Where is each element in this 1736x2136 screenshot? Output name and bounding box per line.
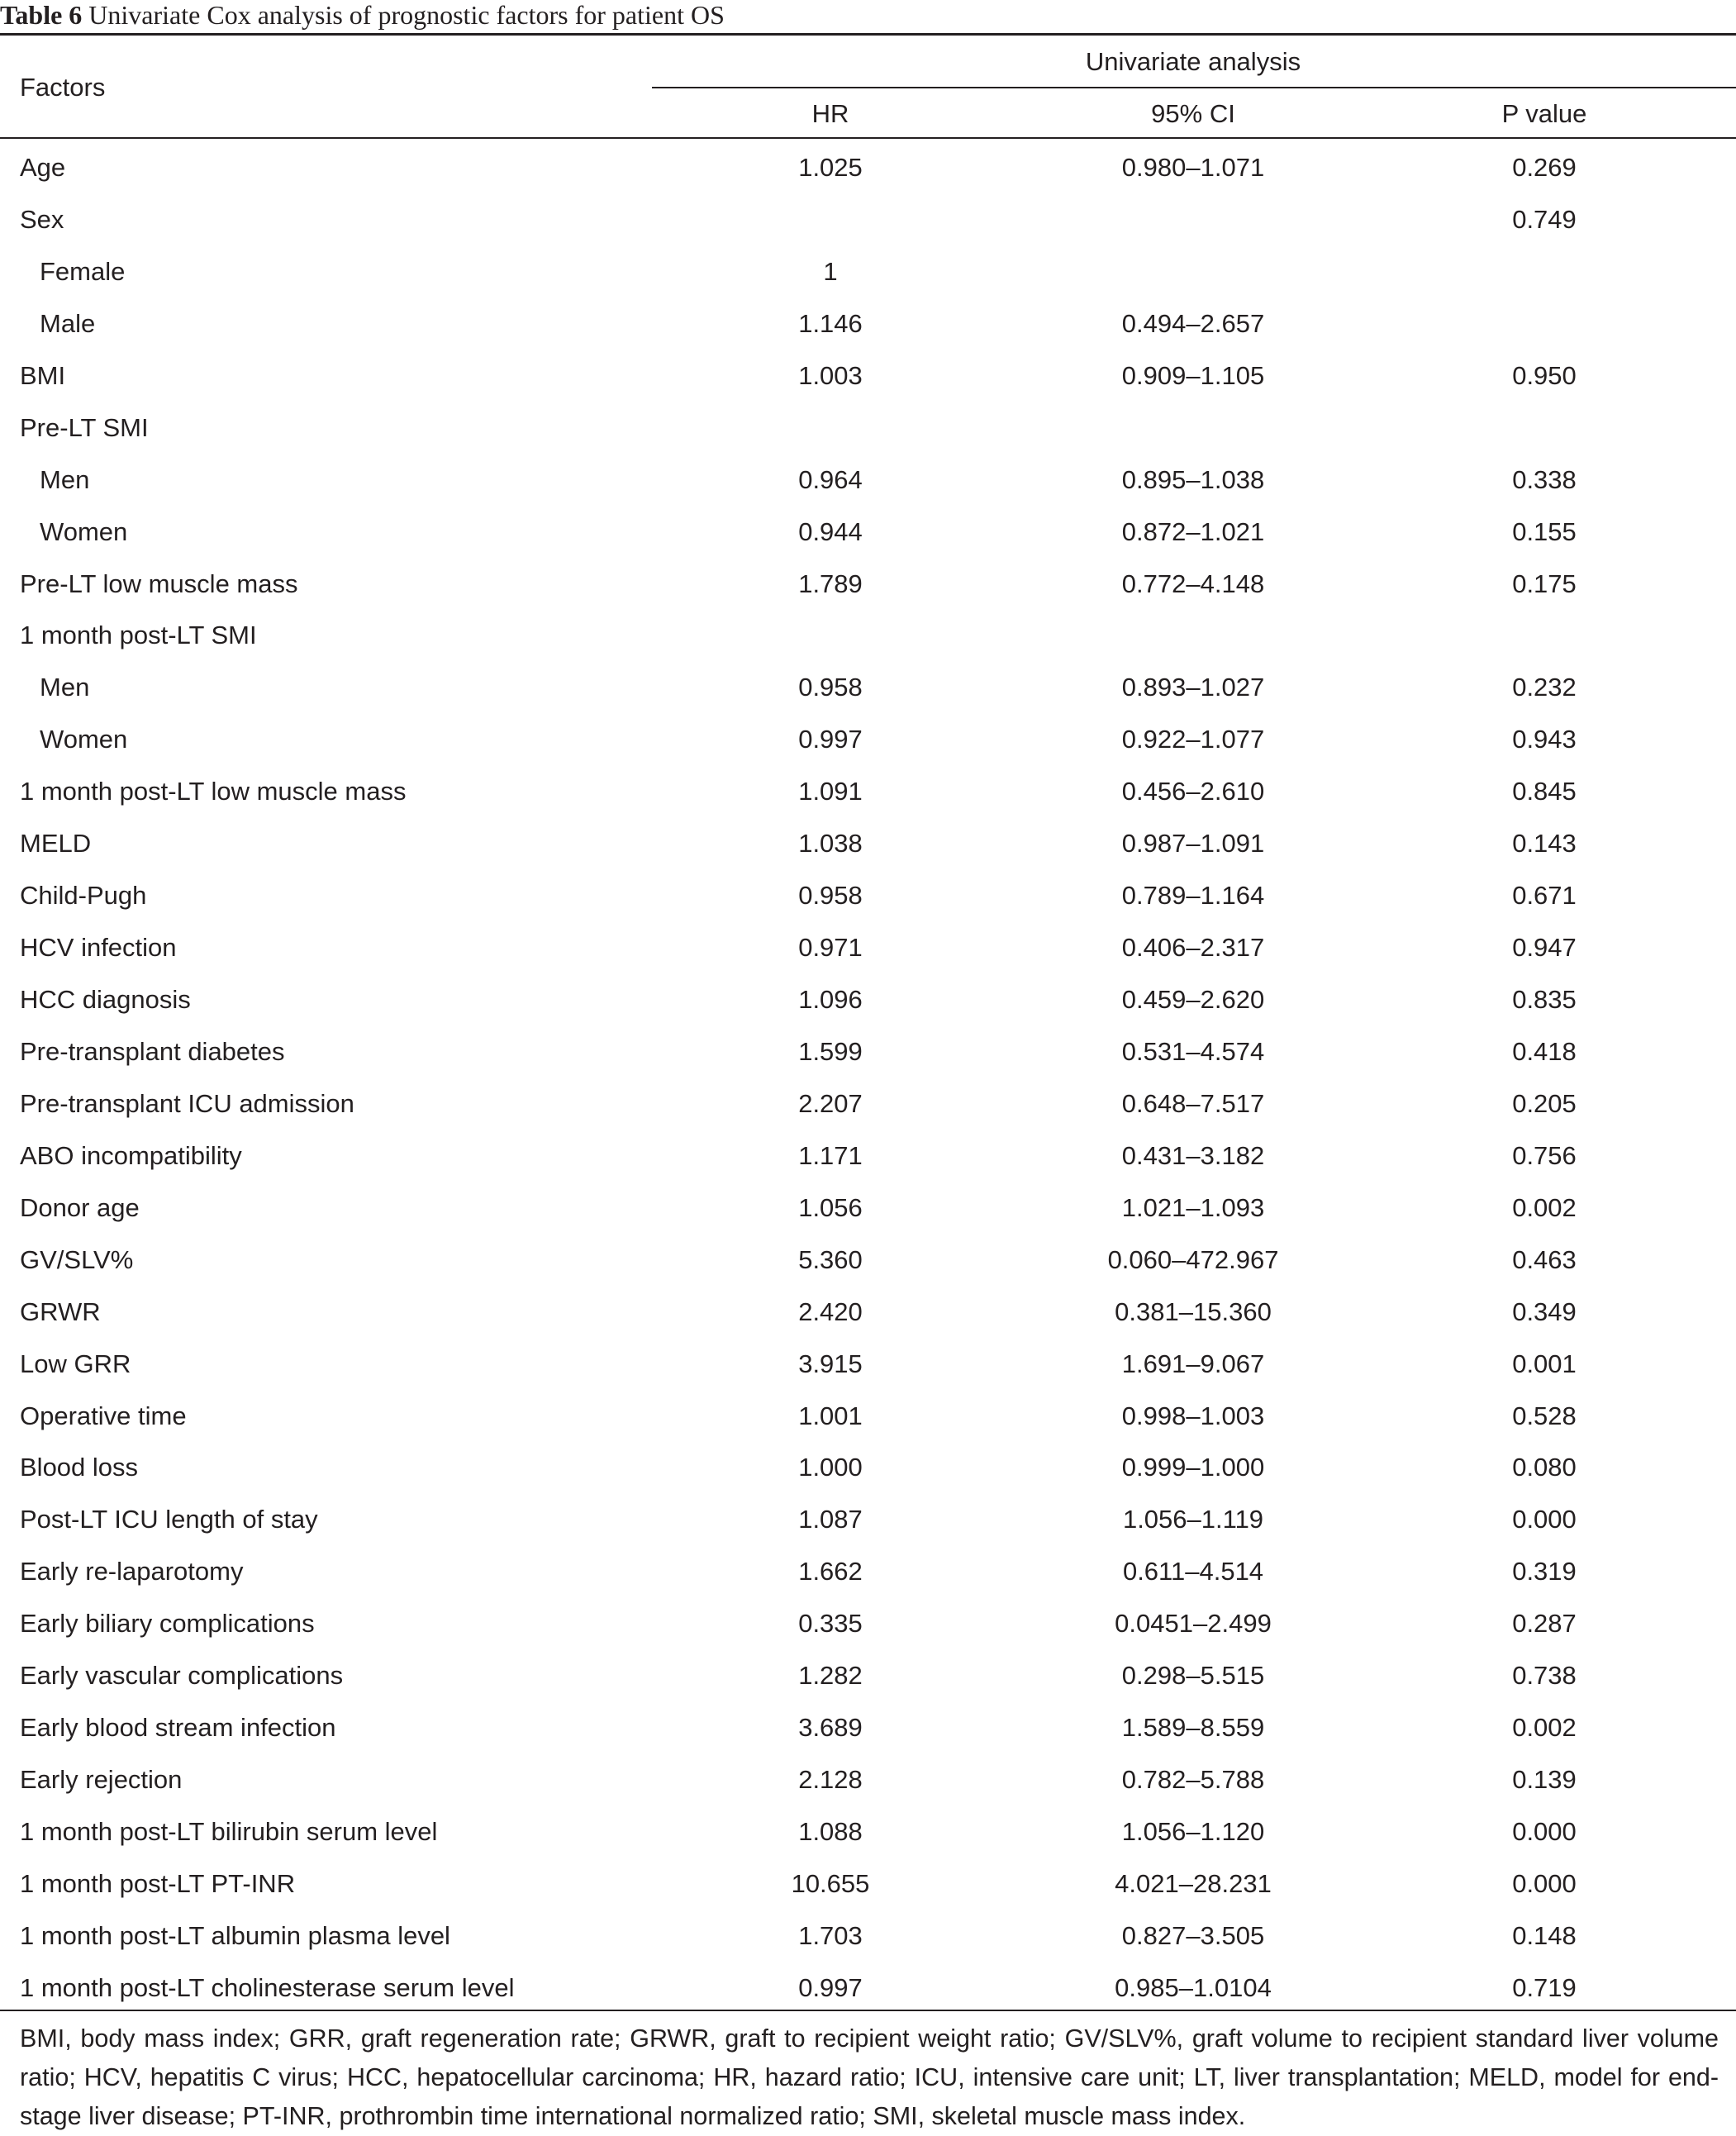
p-value-cell: 0.943 — [1512, 725, 1577, 754]
header-hr: HR — [811, 99, 849, 128]
ci-cell — [1028, 194, 1358, 246]
p-value-cell: 0.139 — [1512, 1765, 1577, 1795]
table-row — [0, 818, 1736, 870]
ci-cell: 1.056–1.119 — [1122, 1505, 1264, 1534]
factor-cell: Early rejection — [20, 1765, 183, 1795]
table-row — [0, 1026, 1736, 1078]
p-value-cell: 0.000 — [1512, 1817, 1577, 1846]
factor-cell: Blood loss — [20, 1453, 139, 1482]
table-row — [0, 922, 1736, 974]
p-value-cell: 0.418 — [1512, 1036, 1577, 1066]
hr-cell: 0.997 — [798, 1972, 863, 2002]
table-row — [0, 610, 1736, 662]
table-row — [0, 1078, 1736, 1130]
hr-cell: 1.282 — [798, 1661, 863, 1691]
p-value-cell — [1379, 610, 1710, 662]
header-factors: Factors — [20, 73, 106, 102]
hr-cell: 1.171 — [798, 1140, 863, 1170]
hr-cell: 0.335 — [798, 1609, 863, 1639]
p-value-cell: 0.002 — [1512, 1713, 1577, 1743]
p-value-cell — [1379, 402, 1710, 454]
ci-cell: 4.021–28.231 — [1115, 1868, 1272, 1898]
factor-cell: 1 month post-LT SMI — [20, 621, 257, 650]
p-value-cell: 0.175 — [1512, 568, 1577, 598]
ci-cell: 0.611–4.514 — [1122, 1557, 1264, 1587]
factor-cell: Pre-LT low muscle mass — [20, 568, 298, 598]
ci-cell: 0.987–1.091 — [1121, 829, 1265, 859]
factor-cell: Operative time — [20, 1401, 187, 1430]
hr-cell — [665, 194, 996, 246]
p-value-cell: 0.232 — [1512, 673, 1577, 702]
hr-cell: 1.789 — [798, 568, 863, 598]
hr-cell: 1.091 — [798, 777, 863, 806]
ci-cell: 0.406–2.317 — [1121, 933, 1265, 963]
factor-cell: GV/SLV% — [20, 1244, 134, 1274]
p-value-cell — [1379, 246, 1710, 298]
factor-cell: Child-Pugh — [20, 881, 147, 911]
p-value-cell: 0.080 — [1512, 1453, 1577, 1482]
p-value-cell: 0.756 — [1512, 1140, 1577, 1170]
table-row — [0, 1598, 1736, 1650]
factor-cell: Pre-transplant diabetes — [20, 1036, 285, 1066]
hr-cell: 0.997 — [798, 725, 863, 754]
ci-cell: 1.021–1.093 — [1121, 1192, 1265, 1222]
hr-cell: 0.971 — [798, 933, 863, 963]
p-value-cell: 0.319 — [1512, 1557, 1577, 1587]
p-value-cell: 0.528 — [1512, 1401, 1577, 1430]
header-univariate-analysis: Univariate analysis — [1085, 47, 1301, 76]
factor-cell: Female — [40, 256, 126, 286]
table-row — [0, 507, 1736, 559]
table-row — [0, 1858, 1736, 1910]
table-row — [0, 142, 1736, 194]
table-row — [0, 1702, 1736, 1754]
top-rule — [0, 33, 1736, 36]
ci-cell: 0.772–4.148 — [1121, 568, 1265, 598]
ci-cell: 0.872–1.021 — [1121, 516, 1265, 546]
table-row — [0, 350, 1736, 402]
factor-cell: Sex — [20, 204, 64, 234]
ci-cell: 0.0451–2.499 — [1115, 1609, 1272, 1639]
p-value-cell: 0.950 — [1512, 360, 1577, 390]
factor-cell: 1 month post-LT low muscle mass — [20, 777, 407, 806]
hr-cell: 0.964 — [798, 464, 863, 494]
hr-cell: 1 — [823, 256, 838, 286]
table-row — [0, 974, 1736, 1026]
hr-cell: 1.662 — [798, 1557, 863, 1587]
table-row — [0, 246, 1736, 298]
hr-cell: 3.915 — [798, 1349, 863, 1378]
ci-cell — [1028, 610, 1358, 662]
table-row — [0, 714, 1736, 766]
factor-cell: BMI — [20, 360, 66, 390]
table-body — [0, 142, 1736, 2015]
ci-cell: 0.431–3.182 — [1121, 1140, 1265, 1170]
hr-cell — [665, 402, 996, 454]
ci-cell: 0.298–5.515 — [1121, 1661, 1265, 1691]
table-row — [0, 1391, 1736, 1443]
hr-cell: 1.001 — [798, 1401, 863, 1430]
factor-cell: Women — [40, 725, 128, 754]
p-value-cell: 0.947 — [1512, 933, 1577, 963]
table-row — [0, 1962, 1736, 2015]
table-row — [0, 870, 1736, 922]
p-value-cell: 0.463 — [1512, 1244, 1577, 1274]
factor-cell: Men — [40, 673, 90, 702]
table-row — [0, 402, 1736, 454]
table-row — [0, 1546, 1736, 1598]
ci-cell: 1.056–1.120 — [1121, 1817, 1265, 1846]
table-footnote: BMI, body mass index; GRR, graft regeneration rate; GRWR, graft to recipient weight ratio; GV/SLV%, graft volume to recipient standard liver volume ratio; HCV, hepatitis C virus; HCC, hepatocellular carcinoma; HR, hazard ratio; ICU, intensive care unit; LT, liver transplantation; MELD, model for end-stage liver disease; PT-INR, prothrombin time international normalized ratio; SMI, skeletal muscle mass index. — [20, 2024, 1719, 2130]
factor-cell: Post-LT ICU length of stay — [20, 1505, 318, 1534]
p-value-cell: 0.671 — [1512, 881, 1577, 911]
hr-cell: 1.599 — [798, 1036, 863, 1066]
table-row — [0, 454, 1736, 507]
factor-cell: GRWR — [20, 1296, 101, 1326]
table-row — [0, 1806, 1736, 1858]
p-value-cell: 0.155 — [1512, 516, 1577, 546]
ci-cell: 0.999–1.000 — [1121, 1453, 1265, 1482]
ci-cell: 0.789–1.164 — [1121, 881, 1265, 911]
ci-cell: 0.456–2.610 — [1121, 777, 1265, 806]
factor-cell: Male — [40, 308, 96, 338]
hr-cell: 1.038 — [798, 829, 863, 859]
header-ci: 95% CI — [1151, 99, 1235, 128]
p-value-cell: 0.000 — [1512, 1868, 1577, 1898]
factor-cell: Women — [40, 516, 128, 546]
factor-cell: HCV infection — [20, 933, 177, 963]
p-value-cell: 0.338 — [1512, 464, 1577, 494]
group-rule — [652, 87, 1736, 88]
ci-cell — [1028, 402, 1358, 454]
ci-cell: 0.381–15.360 — [1115, 1296, 1272, 1326]
factor-cell: Age — [20, 153, 66, 182]
hr-cell: 1.703 — [798, 1920, 863, 1950]
p-value-cell: 0.287 — [1512, 1609, 1577, 1639]
p-value-cell: 0.835 — [1512, 985, 1577, 1014]
ci-cell: 0.895–1.038 — [1121, 464, 1265, 494]
ci-cell: 0.909–1.105 — [1121, 360, 1265, 390]
hr-cell: 5.360 — [798, 1244, 863, 1274]
p-value-cell: 0.143 — [1512, 829, 1577, 859]
p-value-cell: 0.845 — [1512, 777, 1577, 806]
table-row — [0, 1754, 1736, 1806]
p-value-cell: 0.749 — [1512, 204, 1577, 234]
table-row — [0, 1287, 1736, 1339]
header-p-value: P value — [1501, 99, 1587, 128]
hr-cell: 1.000 — [798, 1453, 863, 1482]
ci-cell: 0.782–5.788 — [1121, 1765, 1265, 1795]
ci-cell: 0.060–472.967 — [1107, 1244, 1279, 1274]
factor-cell: HCC diagnosis — [20, 985, 191, 1014]
p-value-cell: 0.000 — [1512, 1505, 1577, 1534]
factor-cell: Pre-LT SMI — [20, 412, 149, 442]
hr-cell: 2.128 — [798, 1765, 863, 1795]
hr-cell: 1.087 — [798, 1505, 863, 1534]
factor-cell: 1 month post-LT PT-INR — [20, 1868, 296, 1898]
p-value-cell: 0.349 — [1512, 1296, 1577, 1326]
hr-cell: 3.689 — [798, 1713, 863, 1743]
ci-cell: 0.648–7.517 — [1121, 1088, 1265, 1118]
ci-cell: 0.459–2.620 — [1121, 985, 1265, 1014]
hr-cell: 0.958 — [798, 881, 863, 911]
hr-cell: 2.207 — [798, 1088, 863, 1118]
table-caption — [0, 0, 725, 33]
factor-cell: Early biliary complications — [20, 1609, 315, 1639]
table-row — [0, 1339, 1736, 1391]
ci-cell — [1028, 246, 1358, 298]
ci-cell: 0.985–1.0104 — [1115, 1972, 1272, 2002]
factor-cell: 1 month post-LT cholinesterase serum level — [20, 1972, 515, 2002]
p-value-cell: 0.719 — [1512, 1972, 1577, 2002]
ci-cell: 0.827–3.505 — [1121, 1920, 1265, 1950]
factor-cell: 1 month post-LT bilirubin serum level — [20, 1817, 438, 1846]
table-caption-label: Table 6 — [0, 0, 83, 30]
factor-cell: Men — [40, 464, 90, 494]
hr-cell: 1.025 — [798, 153, 863, 182]
hr-cell: 1.088 — [798, 1817, 863, 1846]
hr-cell: 1.146 — [798, 308, 863, 338]
table-row — [0, 766, 1736, 818]
factor-cell: Pre-transplant ICU admission — [20, 1088, 354, 1118]
header-rule — [0, 137, 1736, 139]
p-value-cell: 0.148 — [1512, 1920, 1577, 1950]
factor-cell: Early blood stream infection — [20, 1713, 336, 1743]
factor-cell: MELD — [20, 829, 92, 859]
factor-cell: Early vascular complications — [20, 1661, 344, 1691]
p-value-cell: 0.002 — [1512, 1192, 1577, 1222]
table-caption-text: Univariate Cox analysis of prognostic factors for patient OS — [88, 0, 725, 30]
table-row — [0, 194, 1736, 246]
table-row — [0, 1494, 1736, 1546]
hr-cell: 0.944 — [798, 516, 863, 546]
p-value-cell: 0.205 — [1512, 1088, 1577, 1118]
bottom-rule — [0, 2010, 1736, 2011]
ci-cell: 0.922–1.077 — [1121, 725, 1265, 754]
table-row — [0, 1182, 1736, 1235]
table-row — [0, 1910, 1736, 1962]
hr-cell: 1.003 — [798, 360, 863, 390]
table-row — [0, 1650, 1736, 1702]
p-value-cell: 0.269 — [1512, 153, 1577, 182]
table-row — [0, 1235, 1736, 1287]
hr-cell: 1.056 — [798, 1192, 863, 1222]
factor-cell: 1 month post-LT albumin plasma level — [20, 1920, 450, 1950]
p-value-cell — [1379, 298, 1710, 350]
table-row — [0, 1130, 1736, 1182]
factor-cell: ABO incompatibility — [20, 1140, 242, 1170]
table-row — [0, 559, 1736, 611]
hr-cell: 2.420 — [798, 1296, 863, 1326]
hr-cell — [665, 610, 996, 662]
factor-cell: Donor age — [20, 1192, 140, 1222]
table-row — [0, 298, 1736, 350]
ci-cell: 1.691–9.067 — [1121, 1349, 1265, 1378]
factor-cell: Early re-laparotomy — [20, 1557, 244, 1587]
table-row — [0, 662, 1736, 714]
factor-cell: Low GRR — [20, 1349, 131, 1378]
ci-cell: 0.980–1.071 — [1121, 153, 1265, 182]
p-value-cell: 0.001 — [1512, 1349, 1577, 1378]
hr-cell: 0.958 — [798, 673, 863, 702]
ci-cell: 1.589–8.559 — [1121, 1713, 1265, 1743]
ci-cell: 0.893–1.027 — [1121, 673, 1265, 702]
table-row — [0, 1442, 1736, 1494]
hr-cell: 1.096 — [798, 985, 863, 1014]
ci-cell: 0.531–4.574 — [1121, 1036, 1265, 1066]
hr-cell: 10.655 — [791, 1868, 870, 1898]
ci-cell: 0.998–1.003 — [1121, 1401, 1265, 1430]
p-value-cell: 0.738 — [1512, 1661, 1577, 1691]
ci-cell: 0.494–2.657 — [1121, 308, 1265, 338]
